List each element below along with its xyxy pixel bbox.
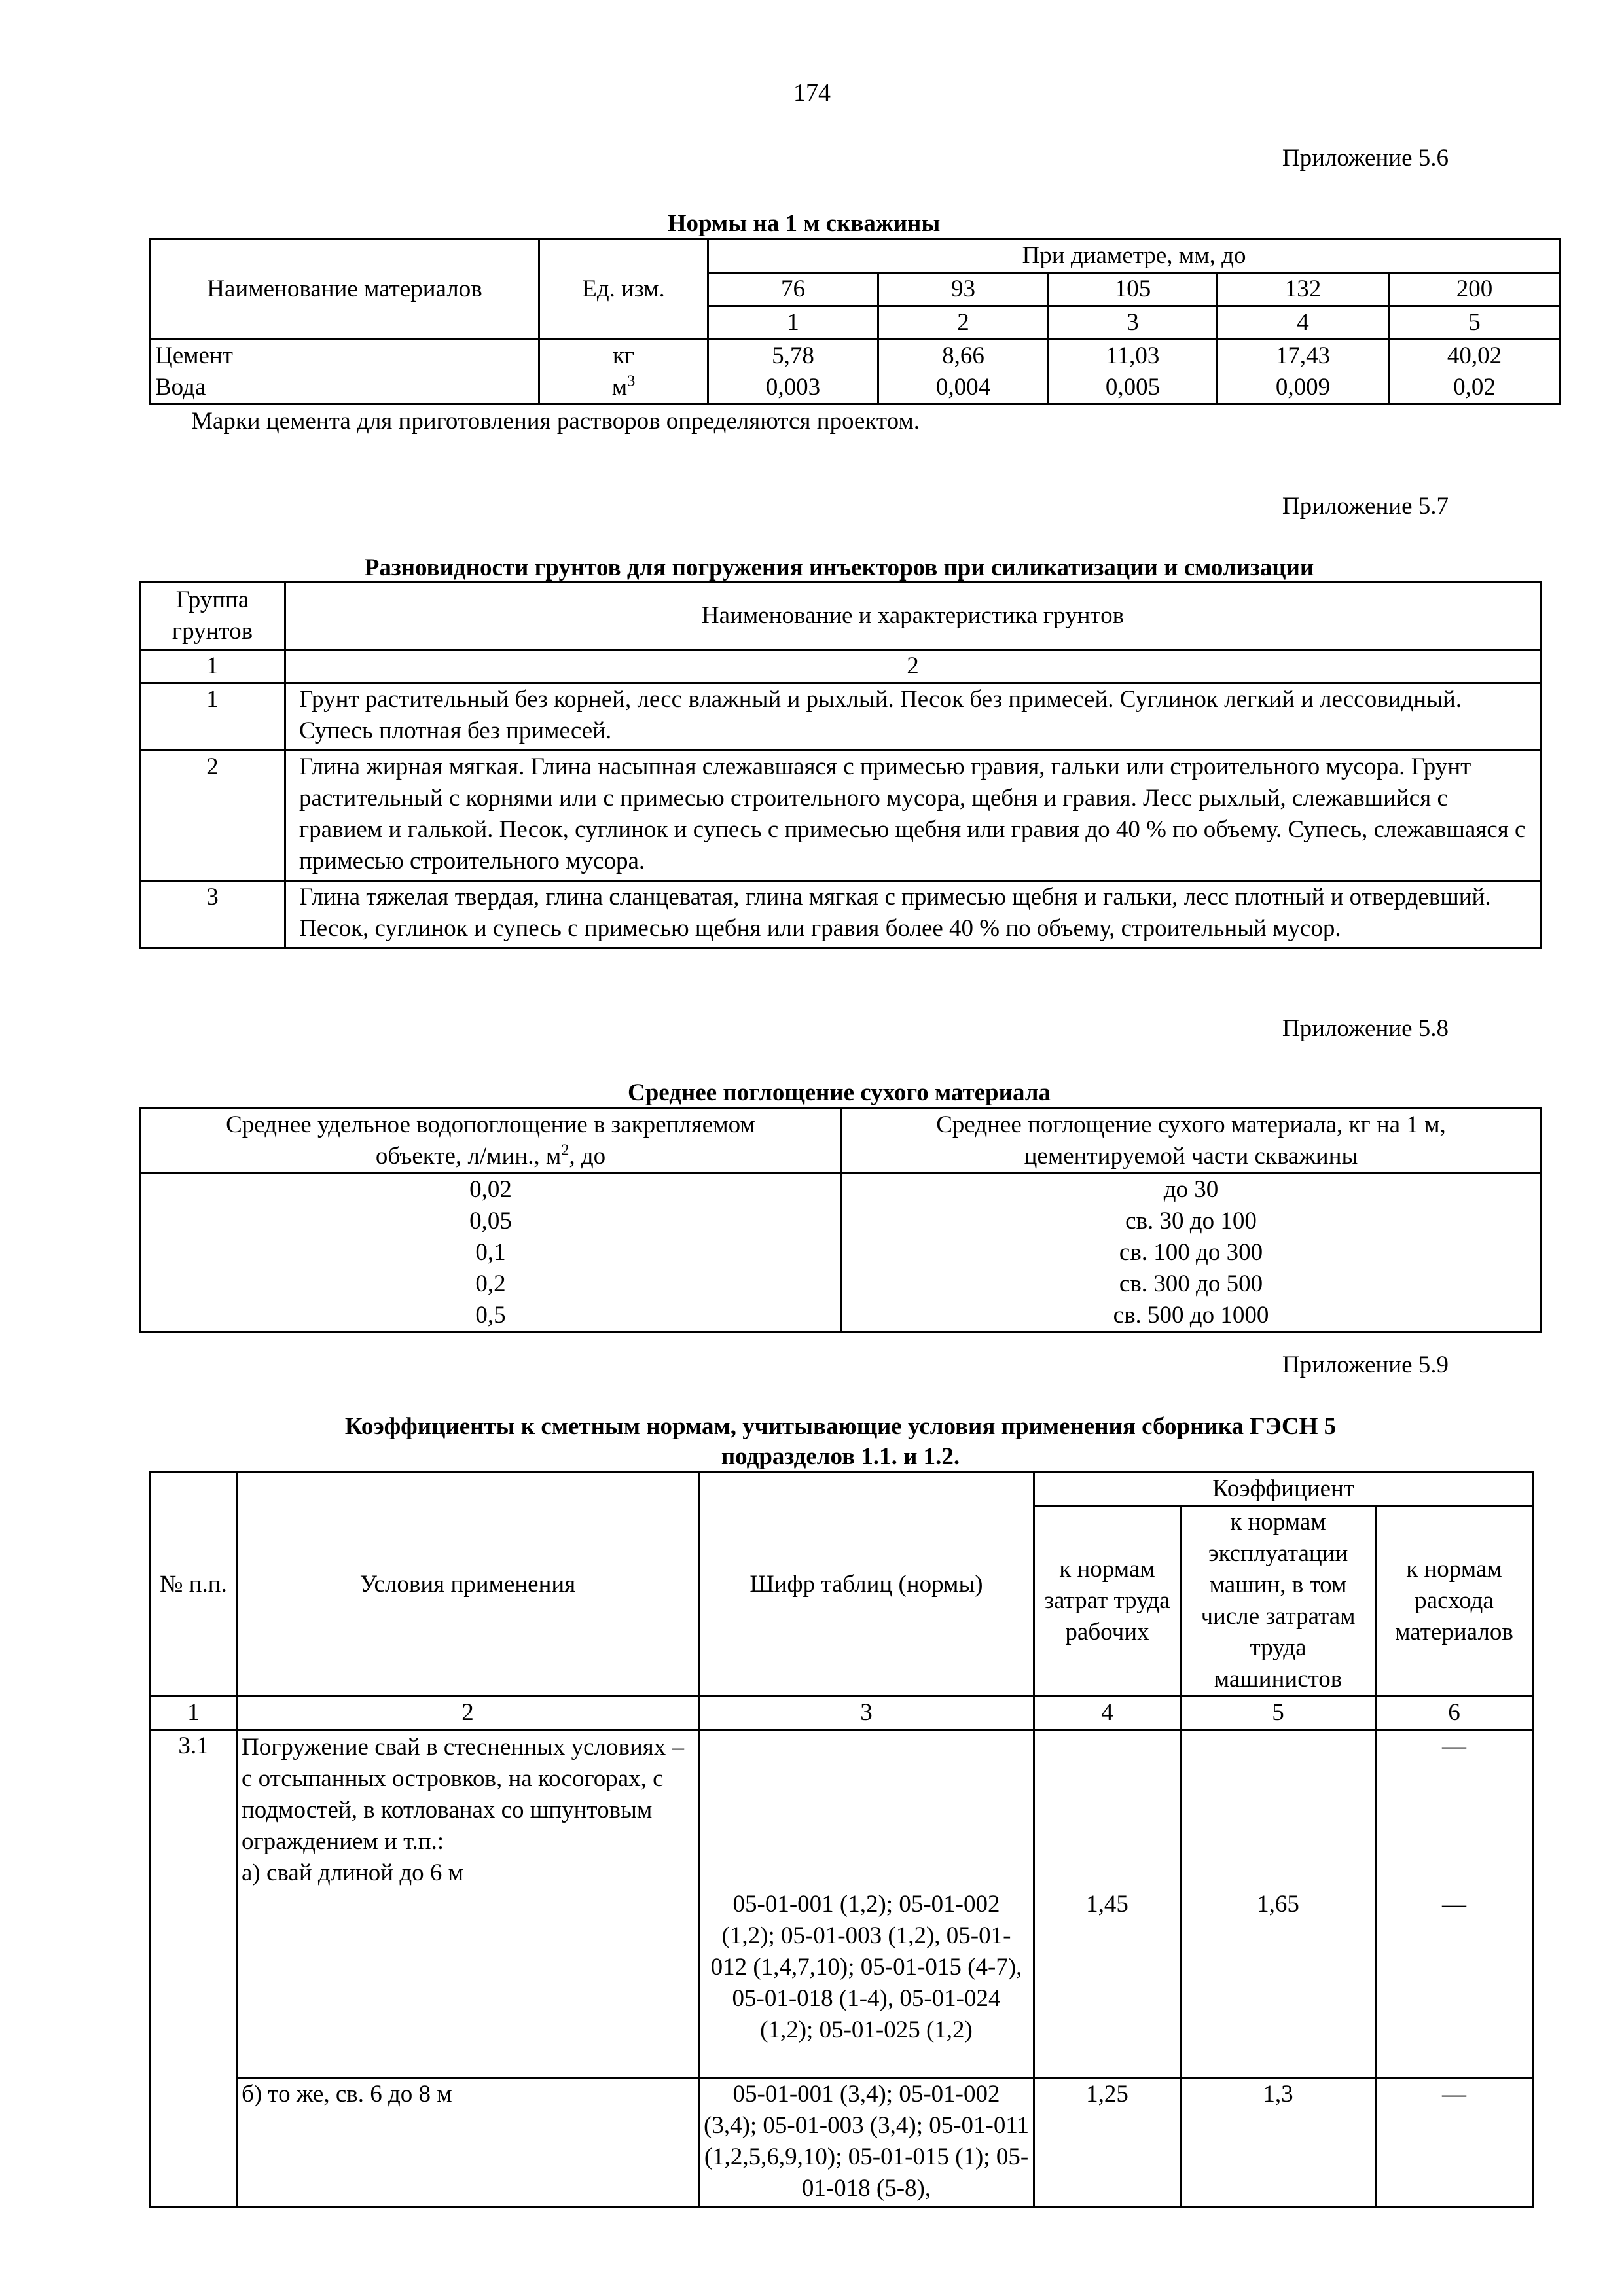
soil-description: Глина жирная мягкая. Глина насыпная слежавшаяся с примесью гравия, гальки или строительного мусора. Грунт растительный с корнями или с примесью строительного мусора, щебня и гравия. Лесс рыхлый, слежавшийся с гравием и галькой. Песок, суглинок и супесь с примесью щебня или гравия до 40 % по объему. Супесь, слежавшаяся с примесью строительного мусора. [285, 751, 1541, 881]
header-material: Наименование материалов [151, 240, 539, 340]
column-number: 2 [285, 650, 1541, 683]
header-code: Шифр таблиц (нормы) [699, 1473, 1034, 1696]
header-diameter-value: 200 [1389, 273, 1561, 306]
header-soil-name: Наименование и характеристика грунтов [285, 583, 1541, 650]
norm-values: 5,78 0,003 [708, 340, 878, 404]
column-number: 1 [151, 1696, 237, 1730]
column-number: 1 [140, 650, 285, 683]
material-name: Цемент Вода [151, 340, 539, 404]
appendix-5-6-label: Приложение 5.6 [1282, 145, 1449, 171]
norm-values: 11,03 0,005 [1049, 340, 1218, 404]
soils-table [139, 581, 1542, 949]
soil-group: 1 [140, 683, 285, 751]
column-number: 3 [1049, 306, 1218, 340]
appendix-5-7-title: Разновидности грунтов для погружения инъекторов при силикатизации и смолизации [364, 554, 1314, 581]
header-number: № п.п. [151, 1473, 237, 1696]
column-number: 1 [708, 306, 878, 340]
material-unit: кг $м^3$ [539, 340, 708, 404]
table-row [140, 751, 1541, 881]
header-diameter: При диаметре, мм, до [708, 240, 1561, 273]
labor-coefficient: 1,25 [1034, 2078, 1181, 2208]
conditions-cell: Погружение свай в стесненных условиях – с отсыпанных островков, на косогорах, с подмостей, в котлованах со шпунтовым ограждением и т.п.: а) свай длиной до 6 м [237, 1730, 699, 2078]
appendix-5-9-title-line1: Коэффициенты к сметным нормам, учитывающие условия применения сборника ГЭСН 5 [344, 1413, 1337, 1440]
row-number: 3.1 [151, 1730, 237, 2208]
machines-coefficient: 1,3 [1181, 2078, 1376, 2208]
soil-description: Глина тяжелая твердая, глина сланцеватая, глина мягкая с примесью щебня и гальки, лесс плотный и отвердевший. Песок, суглинок и супесь с примесью щебня или гравия более 40 % по объему, строительный мусор. [285, 881, 1541, 948]
header-materials: к нормам расхода материалов [1376, 1506, 1533, 1696]
appendix-5-7-label: Приложение 5.7 [1282, 493, 1449, 520]
table-row [151, 2078, 1533, 2208]
code-cell: 05-01-001 (3,4); 05-01-002 (3,4); 05-01-003 (3,4); 05-01-011 (1,2,5,6,9,10); 05-01-015 (1); 05-01-018 (5-8), [699, 2078, 1034, 2208]
soil-description: Грунт растительный без корней, лесс влажный и рыхлый. Песок без примесей. Суглинок легкий и лессовидный. Супесь плотная без примесей. [285, 683, 1541, 751]
column-number: 3 [699, 1696, 1034, 1730]
dry-absorption-values: до 30 св. 30 до 100 св. 100 до 300 св. 300 до 500 св. 500 до 1000 [842, 1174, 1541, 1333]
norm-values: 17,43 0,009 [1218, 340, 1389, 404]
column-number: 5 [1181, 1696, 1376, 1730]
water-absorption-values: 0,02 0,05 0,1 0,2 0,5 [140, 1174, 842, 1333]
header-diameter-value: 93 [878, 273, 1049, 306]
conditions-cell: б) то же, св. 6 до 8 м [237, 2078, 699, 2208]
header-labor: к нормам затрат труда рабочих [1034, 1506, 1181, 1696]
soil-group: 3 [140, 881, 285, 948]
code-cell: 05-01-001 (1,2); 05-01-002 (1,2); 05-01-003 (1,2), 05-01-012 (1,4,7,10); 05-01-015 (4-7), 05-01-018 (1-4), 05-01-024 (1,2); 05-01-025 (1,2) [699, 1730, 1034, 2078]
coefficients-table [149, 1471, 1534, 2208]
column-number: 2 [237, 1696, 699, 1730]
cement-note: Марки цемента для приготовления растворов определяются проектом. [191, 408, 920, 435]
norms-table [149, 238, 1561, 405]
header-water-absorption: Среднее удельное водопоглощение в закрепляемом объекте, л/мин., $м^2$, до [140, 1109, 842, 1174]
header-group: Группа грунтов [140, 583, 285, 650]
header-coefficient: Коэффициент [1034, 1473, 1533, 1506]
materials-coefficient: — — [1376, 1730, 1533, 2078]
table-row [140, 1174, 1541, 1333]
appendix-5-8-title: Среднее поглощение сухого материала [627, 1079, 1051, 1106]
norm-values: 40,02 0,02 [1389, 340, 1561, 404]
table-row [151, 340, 1561, 404]
header-conditions: Условия применения [237, 1473, 699, 1696]
header-dry-absorption: Среднее поглощение сухого материала, кг на 1 м, цементируемой части скважины [842, 1109, 1541, 1174]
table-row [140, 881, 1541, 948]
absorption-table [139, 1107, 1542, 1333]
column-number: 4 [1218, 306, 1389, 340]
appendix-5-9-title-line2: подразделов 1.1. и 1.2. [721, 1443, 960, 1470]
soil-group: 2 [140, 751, 285, 881]
table-row [140, 683, 1541, 751]
page-number: 174 [793, 79, 831, 107]
column-number: 5 [1389, 306, 1561, 340]
column-number: 6 [1376, 1696, 1533, 1730]
header-diameter-value: 105 [1049, 273, 1218, 306]
materials-coefficient: — [1376, 2078, 1533, 2208]
header-machines: к нормам эксплуатации машин, в том числе затратам труда машинистов [1181, 1506, 1376, 1696]
header-diameter-value: 76 [708, 273, 878, 306]
machines-coefficient: 1,65 [1181, 1730, 1376, 2078]
appendix-5-8-label: Приложение 5.8 [1282, 1015, 1449, 1042]
norm-values: 8,66 0,004 [878, 340, 1049, 404]
table-row [151, 1730, 1533, 2078]
column-number: 2 [878, 306, 1049, 340]
header-diameter-value: 132 [1218, 273, 1389, 306]
appendix-5-6-title: Нормы на 1 м скважины [667, 210, 941, 237]
header-unit: Ед. изм. [539, 240, 708, 340]
column-number: 4 [1034, 1696, 1181, 1730]
appendix-5-9-label: Приложение 5.9 [1282, 1352, 1449, 1378]
labor-coefficient: 1,45 [1034, 1730, 1181, 2078]
